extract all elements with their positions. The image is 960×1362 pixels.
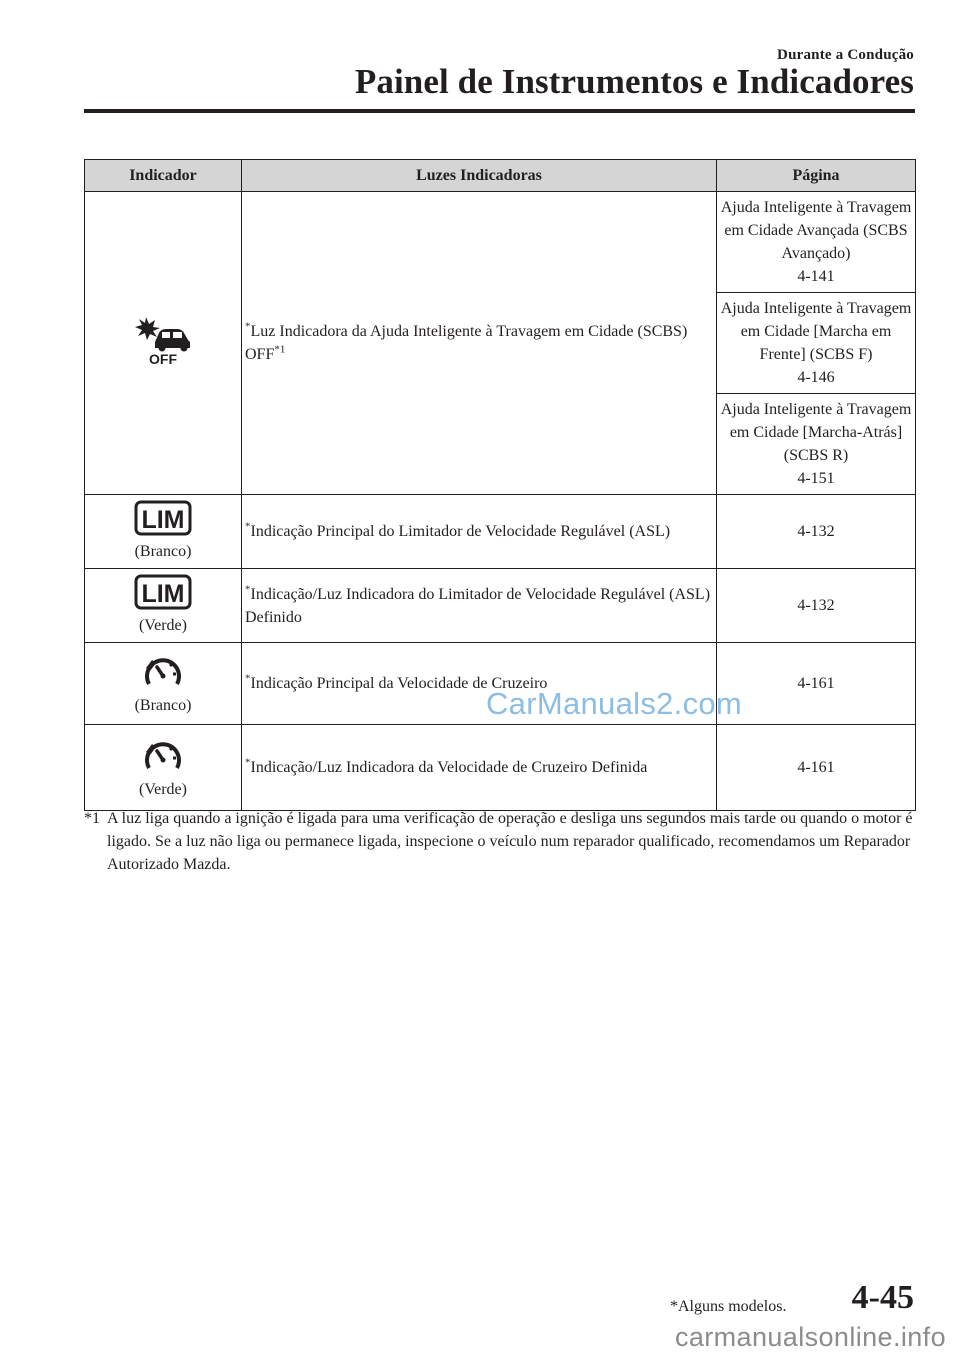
page-ref-cell: Ajuda Inteligente à Travagem em Cidade [Marcha-Atrás] (SCBS R) 4-151	[717, 394, 916, 495]
cruise-control-icon	[141, 734, 185, 774]
color-caption: (Verde)	[139, 781, 187, 798]
description-cell: *Indicação/Luz Indicadora da Velocidade de Cruzeiro Definida	[242, 725, 717, 811]
scbs-off-icon-text: OFF	[149, 350, 177, 365]
svg-text:LIM: LIM	[141, 580, 185, 608]
lim-icon	[134, 500, 192, 536]
table-row	[85, 192, 916, 293]
page-ref-cell: Ajuda Inteligente à Travagem em Cidade Avançada (SCBS Avançado) 4-141	[717, 192, 916, 293]
lim-icon	[134, 574, 192, 610]
section-label: Durante a Condução	[777, 47, 914, 63]
description-cell: *Indicação Principal do Limitador de Velocidade Regulável (ASL)	[242, 495, 717, 569]
chapter-title: Painel de Instrumentos e Indicadores	[354, 62, 914, 101]
indicator-cell	[85, 192, 242, 495]
scbs-off-icon	[133, 315, 193, 365]
column-header-indicator: Indicador	[85, 160, 242, 192]
description-cell: *Indicação/Luz Indicadora do Limitador de Velocidade Regulável (ASL) Definido	[242, 569, 717, 643]
table-row	[85, 495, 916, 569]
svg-text:LIM: LIM	[141, 506, 185, 534]
page-number: 4-45	[851, 1279, 914, 1316]
page-ref-cell: 4-161	[717, 643, 916, 725]
source-watermark: carmanualsonline.info	[674, 1322, 946, 1352]
cruise-control-icon	[141, 650, 185, 690]
description-cell: *Indicação Principal da Velocidade de Cruzeiro	[242, 643, 717, 725]
color-caption: (Verde)	[139, 617, 187, 634]
page-ref-cell: Ajuda Inteligente à Travagem em Cidade [Marcha em Frente] (SCBS F) 4-146	[717, 293, 916, 394]
page-ref-cell: 4-132	[717, 495, 916, 569]
header-rule	[84, 109, 915, 113]
column-header-page: Página	[717, 160, 916, 192]
footnote-text: A luz liga quando a ignição é ligada para uma verificação de operação e desliga uns segundos mais tarde ou quando o motor é ligado. Se a luz não liga ou permanece ligada, inspecione o veículo num reparador qualificado, recomendamos um Reparador Autorizado Mazda.	[107, 810, 913, 873]
footer-note: *Alguns modelos.	[670, 1298, 787, 1315]
footnote	[84, 807, 915, 876]
description-cell: *Luz Indicadora da Ajuda Inteligente à Travagem em Cidade (SCBS) OFF$^{*1}$	[242, 192, 717, 495]
table-header-row	[85, 160, 916, 192]
color-caption: (Branco)	[134, 697, 192, 714]
table-row	[85, 569, 916, 643]
indicator-cell	[85, 495, 242, 569]
column-header-lights: Luzes Indicadoras	[242, 160, 717, 192]
indicator-cell	[85, 643, 242, 725]
color-caption: (Branco)	[134, 543, 192, 560]
table-row	[85, 725, 916, 811]
indicator-cell	[85, 725, 242, 811]
footnote-marker: *1	[84, 810, 100, 827]
page-ref-cell: 4-161	[717, 725, 916, 811]
indicator-cell	[85, 569, 242, 643]
page-ref-cell: 4-132	[717, 569, 916, 643]
watermark: CarManuals2.com	[486, 686, 743, 721]
